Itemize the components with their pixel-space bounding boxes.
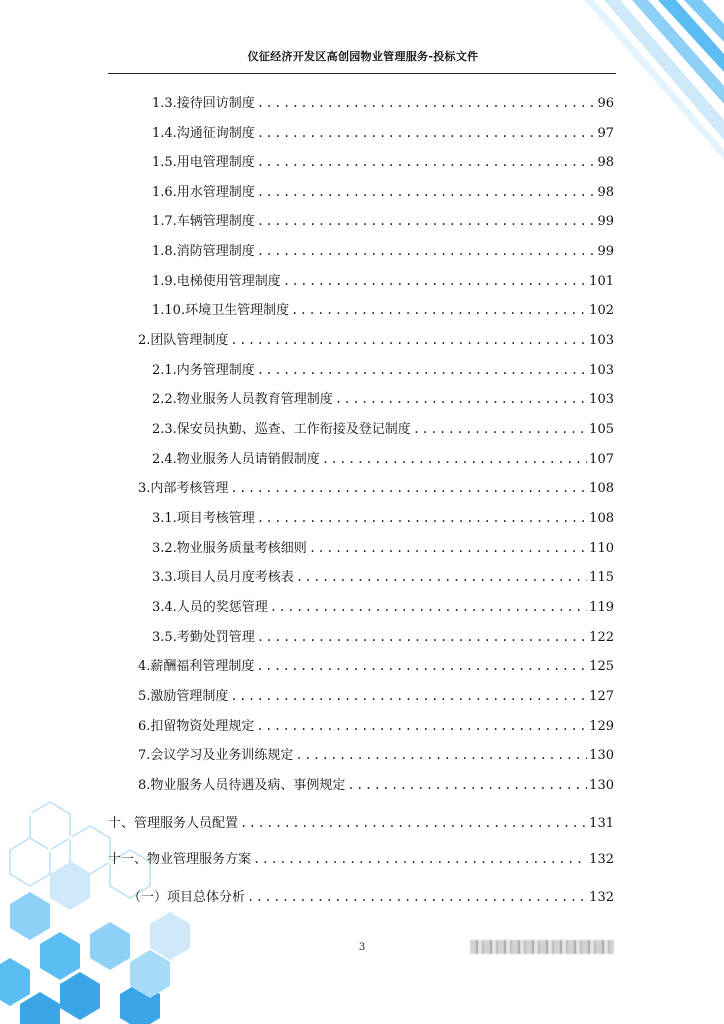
toc-leader-dots (256, 717, 587, 735)
page-number: 3 (358, 942, 366, 953)
toc-leader-dots (257, 183, 596, 201)
toc-entry[interactable] (138, 687, 614, 706)
toc-entry-label: （一）项目总体分析 (128, 890, 246, 905)
toc-entry-page: 125 (589, 659, 614, 674)
toc-leader-dots (347, 776, 587, 794)
toc-entry[interactable] (152, 242, 614, 261)
toc-entry-page: 132 (589, 852, 614, 867)
toc-leader-dots (240, 814, 587, 832)
document-header-title: 仪征经济开发区高创园物业管理服务-投标文件 (247, 50, 479, 63)
toc-entry-page: 131 (589, 816, 614, 831)
toc-entry-page: 108 (589, 511, 614, 526)
toc-leader-dots (257, 124, 596, 142)
toc-entry-label: 1.10.环境卫生管理制度 (152, 303, 290, 318)
toc-entry[interactable] (138, 746, 614, 765)
toc-leader-dots (257, 361, 587, 379)
toc-entry-label: 2.4.物业服务人员请销假制度 (152, 452, 320, 467)
toc-entry-label: 1.9.电梯使用管理制度 (152, 274, 281, 289)
toc-entry-label: 1.4.沟通征询制度 (152, 126, 255, 141)
toc-entry[interactable] (152, 361, 614, 380)
toc-entry-label: 3.内部考核管理 (138, 481, 229, 496)
toc-entry-label: 1.3.接待回访制度 (152, 96, 255, 111)
toc-entry-label: 3.1.项目考核管理 (152, 511, 255, 526)
toc-entry-label: 1.7.车辆管理制度 (152, 214, 255, 229)
toc-entry-page: 103 (589, 333, 614, 348)
toc-entry-page: 99 (597, 214, 614, 229)
toc-entry-page: 96 (597, 96, 614, 111)
toc-entry[interactable] (152, 568, 614, 587)
toc-entry-label: 1.6.用水管理制度 (152, 185, 255, 200)
toc-entry-label: 5.激励管理制度 (138, 689, 229, 704)
toc-entry[interactable] (152, 598, 614, 617)
toc-entry-label: 1.8.消防管理制度 (152, 244, 255, 259)
toc-entry[interactable] (152, 94, 614, 113)
toc-leader-dots (322, 450, 587, 468)
toc-entry[interactable] (152, 509, 614, 528)
toc-leader-dots (230, 331, 587, 349)
toc-leader-dots (247, 888, 587, 906)
toc-leader-dots (335, 390, 587, 408)
toc-entry-page: 99 (597, 244, 614, 259)
toc-leader-dots (291, 301, 587, 319)
toc-leader-dots (283, 272, 587, 290)
toc-entry-page: 105 (589, 422, 614, 437)
toc-entry[interactable] (138, 657, 614, 676)
toc-leader-dots (230, 687, 587, 705)
toc-entry-page: 108 (589, 481, 614, 496)
toc-entry[interactable] (152, 301, 614, 320)
toc-entry[interactable] (152, 183, 614, 202)
toc-entry-page: 129 (589, 719, 614, 734)
toc-entry-page: 110 (589, 541, 614, 556)
toc-entry-page: 130 (589, 778, 614, 793)
toc-leader-dots (257, 94, 596, 112)
toc-entry-label: 2.2.物业服务人员教育管理制度 (152, 392, 333, 407)
toc-entry[interactable] (152, 272, 614, 291)
toc-entry-label: 7.会议学习及业务训练规定 (138, 748, 294, 763)
header-rule (108, 73, 616, 74)
toc-leader-dots (257, 509, 587, 527)
toc-entry-page: 98 (597, 185, 614, 200)
toc-leader-dots (257, 153, 596, 171)
toc-leader-dots (257, 242, 596, 260)
toc-entry[interactable] (138, 331, 614, 350)
toc-leader-dots (413, 420, 587, 438)
toc-entry[interactable] (152, 450, 614, 469)
toc-entry-page: 115 (589, 570, 614, 585)
toc-entry-page: 119 (589, 600, 614, 615)
toc-leader-dots (309, 539, 587, 557)
toc-entry[interactable] (152, 212, 614, 231)
redacted-footer-text (470, 940, 614, 954)
toc-entry-page: 103 (589, 392, 614, 407)
toc-entry-page: 127 (589, 689, 614, 704)
toc-leader-dots (296, 568, 587, 586)
toc-entry-label: 十一、物业管理服务方案 (108, 852, 252, 867)
toc-entry-page: 130 (589, 748, 614, 763)
toc-leader-dots (295, 746, 587, 764)
toc-leader-dots (230, 479, 587, 497)
toc-entry-label: 2.1.内务管理制度 (152, 363, 255, 378)
toc-entry-label: 3.3.项目人员月度考核表 (152, 570, 294, 585)
toc-entry-page: 97 (597, 126, 614, 141)
toc-leader-dots (257, 628, 587, 646)
toc-entry[interactable] (138, 776, 614, 795)
toc-entry[interactable] (108, 850, 614, 869)
toc-entry-page: 102 (589, 303, 614, 318)
toc-entry-page: 101 (589, 274, 614, 289)
toc-entry-label: 2.团队管理制度 (138, 333, 229, 348)
toc-entry-page: 103 (589, 363, 614, 378)
toc-entry-label: 4.薪酬福利管理制度 (138, 659, 255, 674)
toc-entry[interactable] (152, 124, 614, 143)
toc-entry-label: 十、管理服务人员配置 (108, 816, 239, 831)
toc-entry-page: 98 (597, 155, 614, 170)
toc-entry[interactable] (152, 153, 614, 172)
toc-entry[interactable] (108, 814, 614, 833)
toc-entry[interactable] (152, 390, 614, 409)
toc-entry-page: 132 (589, 890, 614, 905)
toc-entry-label: 3.4.人员的奖惩管理 (152, 600, 268, 615)
toc-leader-dots (253, 850, 587, 868)
toc-entry-label: 2.3.保安员执勤、巡查、工作衔接及登记制度 (152, 422, 411, 437)
toc-entry-label: 6.扣留物资处理规定 (138, 719, 255, 734)
toc-entry[interactable] (152, 539, 614, 558)
toc-entry[interactable] (138, 479, 614, 498)
toc-entry-label: 8.物业服务人员待遇及病、事例规定 (138, 778, 346, 793)
toc-leader-dots (257, 212, 596, 230)
toc-entry[interactable] (128, 888, 614, 907)
toc-entry-page: 107 (589, 452, 614, 467)
toc-entry[interactable] (152, 628, 614, 647)
toc-leader-dots (256, 657, 587, 675)
toc-entry-label: 3.2.物业服务质量考核细则 (152, 541, 307, 556)
toc-entry[interactable] (152, 420, 614, 439)
toc-leader-dots (270, 598, 587, 616)
toc-entry-label: 3.5.考勤处罚管理 (152, 630, 255, 645)
toc-entry-label: 1.5.用电管理制度 (152, 155, 255, 170)
toc-entry[interactable] (138, 717, 614, 736)
toc-entry-page: 122 (589, 630, 614, 645)
